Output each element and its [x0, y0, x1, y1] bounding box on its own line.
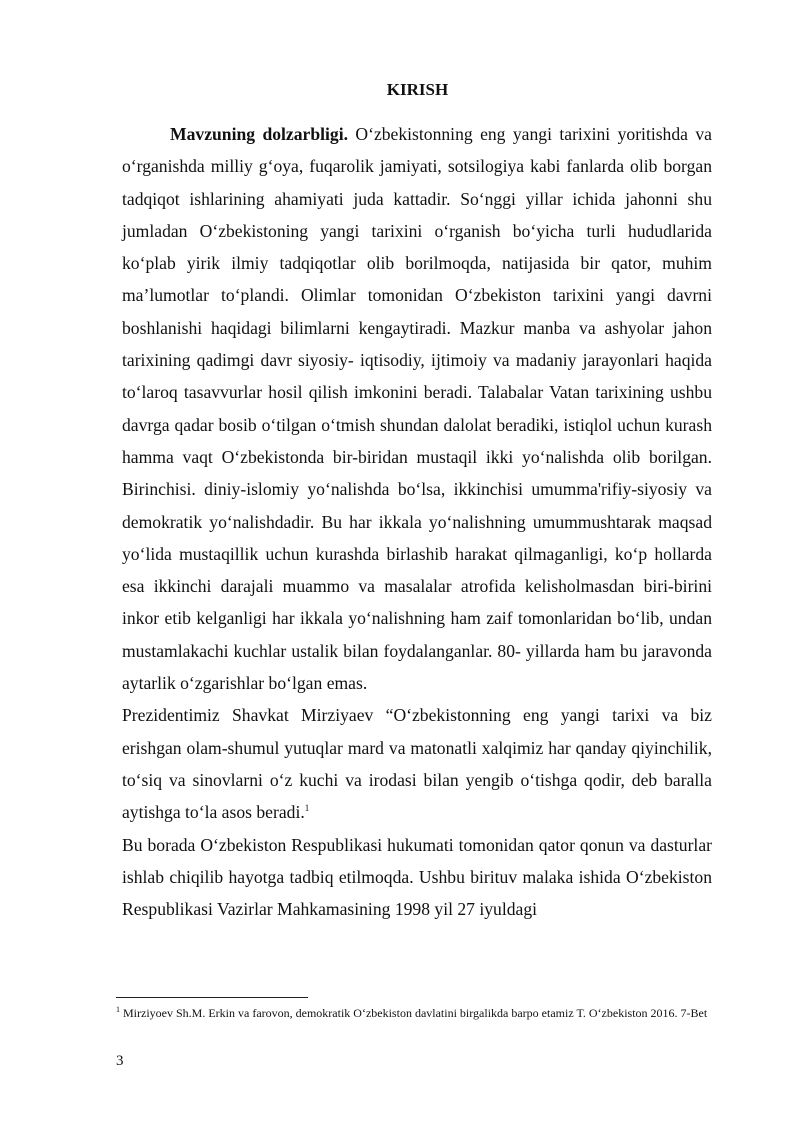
body-text — [122, 118, 712, 925]
footnote — [116, 1005, 716, 1022]
page-number: 3 — [116, 1053, 124, 1069]
footnote-marker: 1 — [116, 1005, 120, 1014]
paragraph-relevance — [122, 118, 712, 699]
paragraph-government — [122, 829, 712, 926]
footnote-text: Mirziyoev Sh.M. Erkin va farovon, demokratik O‘zbekiston davlatini birgalikda barpo etamiz T. O‘zbekiston 2016. 7-Bet — [120, 1006, 708, 1020]
paragraph-text: Prezidentimiz Shavkat Mirziyaev “O‘zbekistonning eng yangi tarixi va biz erishgan olam-shumul yutuqlar mard va matonatli xalqimiz har qanday qiyinchilik, to‘siq va sinovlarni o‘z kuchi va irodasi bilan yengib o‘tishga qodir, deb baralla aytishga to‘la asos beradi. — [122, 705, 712, 823]
paragraph-text: Bu borada O‘zbekiston Respublikasi hukumati tomonidan qator qonun va dasturlar ishlab chiqilib hayotga tadbiq etilmoqda. Ushbu birituv malaka ishida O‘zbekiston Respublikasi Vazirlar Mahkamasining 1998 yil 27 iyuldagi — [122, 834, 712, 920]
page-title: KIRISH — [386, 80, 449, 99]
footnote-reference[interactable]: 1 — [304, 803, 310, 814]
paragraph-lead: Mavzuning dolzarbligi. — [170, 124, 348, 144]
paragraph-president-quote — [122, 699, 712, 828]
footnote-separator — [116, 997, 308, 998]
paragraph-text: O‘zbekistonning eng yangi tarixini yoritishda va o‘rganishda milliy g‘oya, fuqarolik jamiyati, sotsilogiya kabi fanlarda olib borgan tadqiqot ishlarining ahamiyati juda kattadir. So‘nggi yillar ichida jahonni shu jumladan O‘zbekistoning yangi tarixini o‘rganish bo‘yicha turli hududlarida ko‘plab yirik ilmiy tadqiqotlar olib borilmoqda, natijasida bir qator, muhim ma’lumotlar to‘plandi. Olimlar tomonidan O‘zbekiston tarixini yangi davrni boshlanishi haqidagi bilimlarni kengaytiradi. Mazkur manba va ashyolar jahon tarixining qadimgi davr siyosiy- iqtisodiy, ijtimoiy va madaniy jarayonlari haqida to‘laroq tasavvurlar hosil qilish imkonini beradi. Talabalar Vatan tarixining ushbu davrga qadar bosib o‘tilgan o‘tmish shundan dalolat beradiki, istiqlol uchun kurash hamma vaqt O‘zbekistonda bir-biridan mustaqil ikki yo‘nalishda olib borilgan. Birinchisi. diniy-islomiy yo‘nalishda bo‘lsa, ikkinchisi umumma'rifiy-siyosiy va demokratik yo‘nalishdadir. Bu har ikkala yo‘nalishning umummushtarak maqsad yo‘lida mustaqillik uchun kurashda birlashib harakat qilmaganligi, ko‘p hollarda esa ikkinchi darajali muammo va masalalar atrofida kelisholmasdan biri-birini inkor etib kelganligi har ikkala yo‘nalishning ham zaif tomonlaridan bo‘lib, undan mustamlakachi kuchlar ustalik bilan foydalanganlar. 80- yillarda ham bu jaravonda aytarlik o‘zgarishlar bo‘lgan emas. — [122, 124, 712, 694]
